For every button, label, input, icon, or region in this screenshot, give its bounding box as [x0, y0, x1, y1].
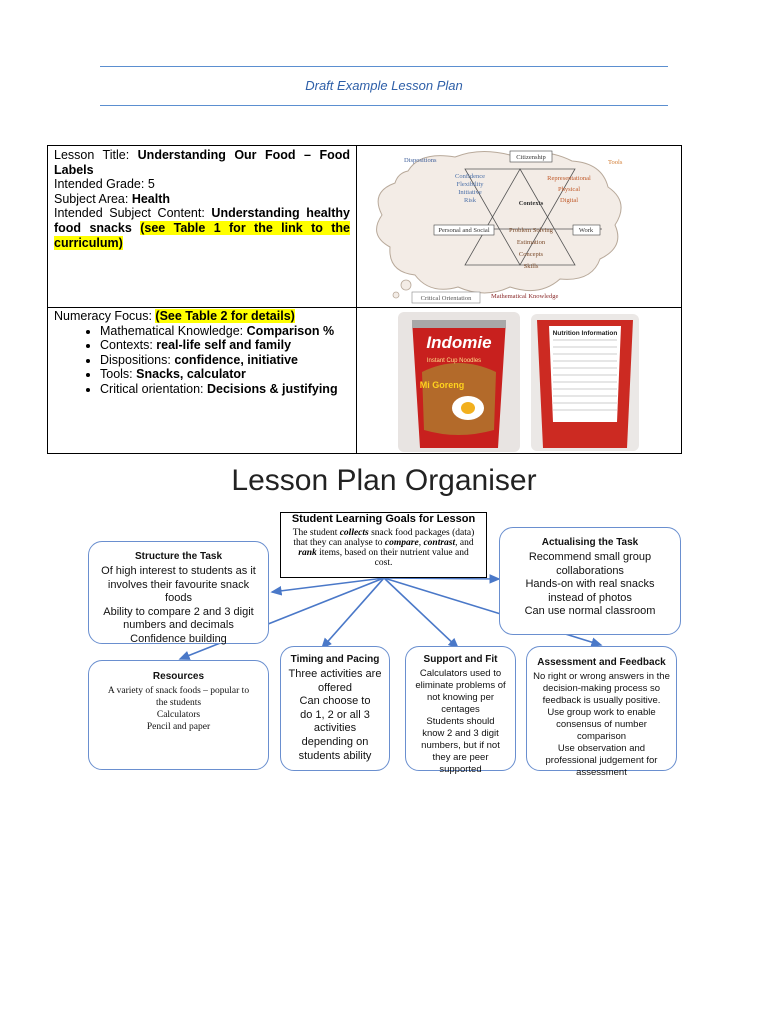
- fw-label: Mathematical Knowledge: [491, 293, 559, 300]
- assessment-feedback-line: Use observation and professional judgement for assessment: [545, 743, 658, 778]
- fw-label: Physical: [557, 186, 581, 193]
- fw-label: Dispositions: [404, 157, 437, 164]
- fw-label: Digital: [559, 197, 579, 204]
- organiser-title: Lesson Plan Organiser: [231, 464, 537, 497]
- structure-task-line: Ability to compare 2 and 3 digit numbers and decimals: [103, 605, 254, 632]
- actualising-task-line: Recommend small group collaborations: [528, 551, 652, 577]
- lesson-title-value: Understanding Our Food – Food Labels: [54, 148, 350, 177]
- flavour-text: Mi Goreng: [419, 380, 465, 390]
- fw-label: Flexibility: [456, 181, 484, 188]
- numeracy-focus-heading: [54, 309, 350, 324]
- support-fit-title: Support and Fit: [423, 654, 498, 665]
- timing-pacing-line: Three activities are offered: [288, 668, 382, 694]
- arrow-to-support: [384, 578, 458, 648]
- arrow-to-actualising: [384, 578, 499, 579]
- structure-task-title: Structure the Task: [134, 551, 223, 562]
- actualising-task-box: [499, 527, 681, 635]
- table-row-divider: [48, 307, 681, 308]
- resources-box: [88, 660, 269, 770]
- header-rule-top: [100, 66, 668, 67]
- numeracy-framework-diagram: [360, 147, 635, 305]
- fw-label: Problem Solving: [509, 227, 553, 234]
- structure-task-box: [88, 541, 269, 644]
- fw-label: Work: [578, 227, 594, 234]
- table-column-divider: [356, 146, 357, 453]
- numeracy-focus-list: [54, 324, 350, 397]
- subject-content-value: Understanding healthy food snacks: [54, 206, 350, 235]
- fw-label: Initiative: [458, 189, 482, 196]
- resources-line: Pencil and paper: [146, 722, 211, 732]
- student-learning-goals-box: [280, 512, 487, 578]
- structure-task-line: Confidence building: [130, 632, 227, 645]
- fw-label: Representational: [547, 175, 591, 182]
- fw-label: Estimation: [516, 239, 546, 246]
- document-header-title: Draft Example Lesson Plan: [305, 78, 463, 93]
- assessment-feedback-line: No right or wrong answers in the decision-making process so feedback is usually positive.: [533, 671, 670, 706]
- subject-content-line: [54, 206, 350, 250]
- subject-area-line: [54, 192, 350, 207]
- resources-line: A variety of snack foods – popular to the students: [107, 686, 250, 708]
- fw-label: Citizenship: [516, 154, 546, 161]
- resources-line: Calculators: [156, 710, 201, 720]
- goals-text: The student collects snack food packages (data) that they can analyse to compare, contrast, and rank items, based on their nutrient value and cost.: [292, 528, 475, 568]
- cloud-bubble: [401, 280, 411, 290]
- fw-label: Personal and Social: [438, 227, 490, 234]
- fw-label: Critical Orientation: [420, 295, 472, 302]
- grade-line: Intended Grade: 5: [54, 177, 155, 192]
- resources-title: Resources: [152, 671, 205, 682]
- fw-label: Skills: [523, 263, 539, 270]
- arrow-to-timing: [322, 578, 384, 648]
- cloud-bubble: [393, 292, 399, 298]
- noodle-cup-front-photo: [398, 312, 520, 452]
- timing-pacing-box: [280, 646, 390, 771]
- assessment-feedback-box: [526, 646, 677, 778]
- fw-label: Risk: [464, 197, 476, 204]
- support-fit-line: Calculators used to eliminate problems of not knowing per centages: [415, 668, 506, 715]
- arrow-to-structure: [272, 578, 384, 592]
- fw-label: Contexts: [518, 200, 544, 207]
- list-item: • Tools: Snacks, calculator: [100, 367, 350, 382]
- structure-task-line: Of high interest to students as it involves their favourite snack foods: [101, 565, 256, 605]
- subject-content-label: Intended Subject Content:: [54, 206, 212, 221]
- timing-pacing-line: Can choose to do 1, 2 or all 3 activities depending on students ability: [298, 695, 372, 762]
- fw-label: Tools: [608, 159, 623, 166]
- lesson-info-cell: [54, 148, 350, 250]
- product-subtitle: Instant Cup Noodles: [426, 358, 482, 364]
- timing-pacing-title: Timing and Pacing: [290, 654, 380, 665]
- list-item: • Mathematical Knowledge: Comparison %: [100, 324, 350, 339]
- support-fit-box: [405, 646, 516, 775]
- subject-area-label: Subject Area:: [54, 191, 132, 206]
- nutrition-title: Nutrition Information: [552, 330, 618, 337]
- subject-area-value: Health: [131, 191, 171, 206]
- curriculum-link-note[interactable]: (see Table 1 for the link to the curriculum): [54, 220, 350, 250]
- assessment-feedback-line: Use group work to enable consensus of number comparison: [547, 707, 656, 742]
- actualising-task-line: Hands-on with real snacks instead of photos: [525, 578, 655, 604]
- numeracy-focus-label: Numeracy Focus:: [54, 309, 156, 323]
- fw-label: Confidence: [455, 173, 485, 180]
- header-rule-bottom: [100, 105, 668, 106]
- list-item: • Dispositions: confidence, initiative: [100, 353, 350, 368]
- numeracy-details-link[interactable]: (See Table 2 for details): [155, 309, 295, 323]
- list-item: • Contexts: real-life self and family: [100, 338, 350, 353]
- list-item: • Critical orientation: Decisions & justifying: [100, 382, 350, 397]
- lesson-title-label: Lesson Title:: [54, 148, 138, 162]
- actualising-task-line: Can use normal classroom: [524, 605, 656, 618]
- brand-logo-text: Indomie: [426, 333, 492, 352]
- support-fit-line: Students should know 2 and 3 digit numbers, but if not they are peer supported: [421, 716, 500, 775]
- lesson-title-line: [54, 148, 350, 177]
- assessment-feedback-title: Assessment and Feedback: [537, 657, 666, 668]
- goals-title: Student Learning Goals for Lesson: [291, 513, 476, 525]
- thought-cloud-shape: [377, 151, 622, 293]
- fw-label: Concepts: [518, 251, 544, 258]
- actualising-task-title: Actualising the Task: [541, 537, 639, 548]
- noodle-cup-back-photo: [531, 314, 639, 451]
- numeracy-focus-cell: [54, 309, 350, 397]
